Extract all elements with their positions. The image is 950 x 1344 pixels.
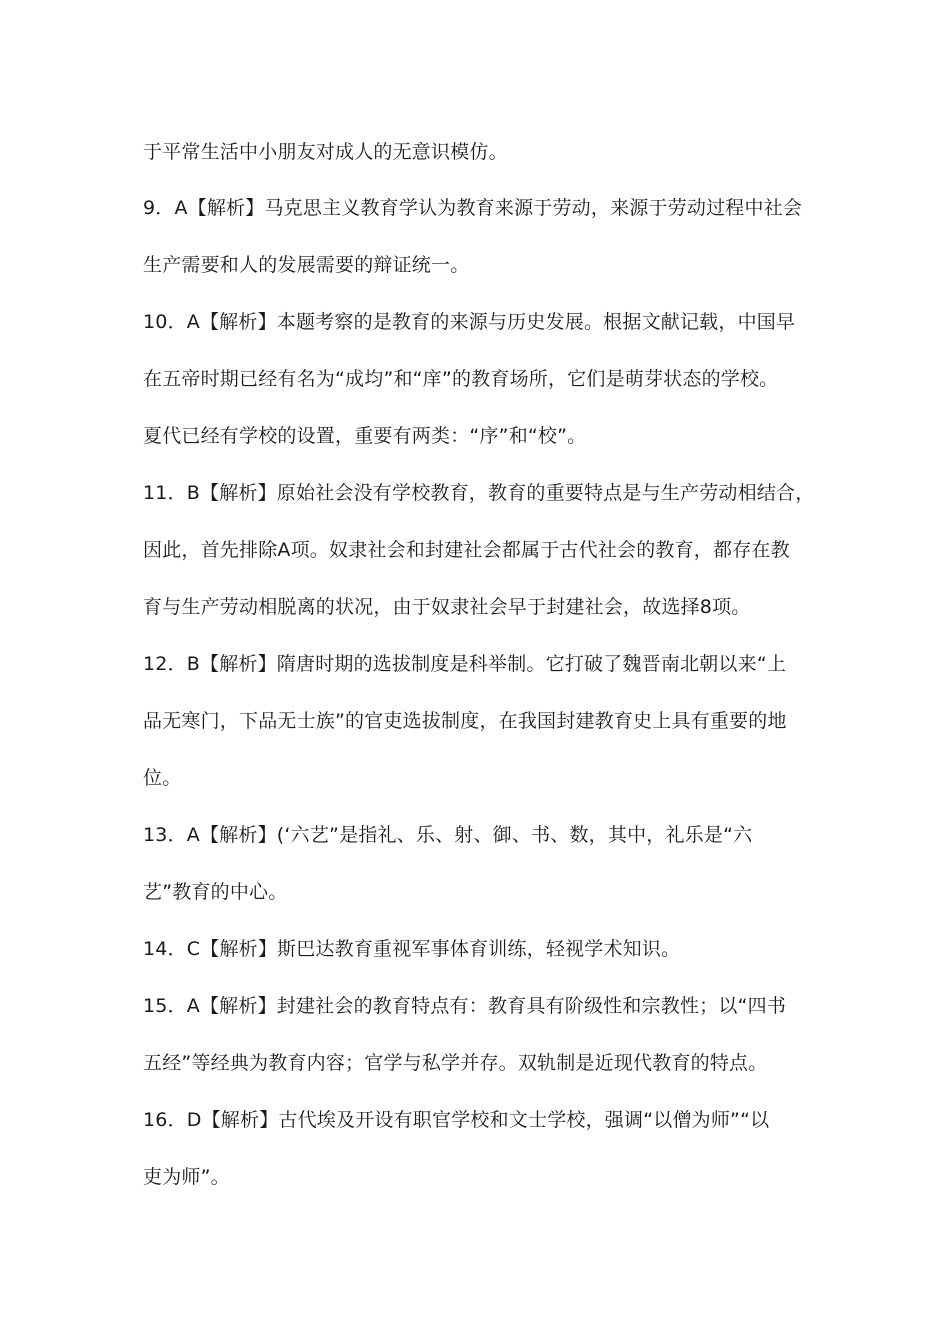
answer-10-line-3: 夏代已经有学校的设置，重要有两类：“序”和“校”。 [143, 425, 587, 447]
answer-16-line-1: 16．D【解析】古代埃及开设有职官学校和文士学校，强调“以僧为师”“以 [143, 1109, 770, 1131]
answer-12-line-1: 12．B【解析】隋唐时期的选拔制度是科举制。它打破了魏晋南北朝以来“上 [143, 653, 787, 675]
answer-11-line-3: 育与生产劳动相脱离的状况，由于奴隶社会早于封建社会，故选择8项。 [143, 596, 751, 618]
answer-11-line-2: 因此，首先排除A项。奴隶社会和封建社会都属于古代社会的教育，都存在教 [143, 539, 790, 561]
answer-15-line-2: 五经”等经典为教育内容；官学与私学并存。双轨制是近现代教育的特点。 [143, 1052, 768, 1074]
answer-14-line-1: 14．C【解析】斯巴达教育重视军事体育训练，轻视学术知识。 [143, 938, 681, 960]
answer-9-line-2: 生产需要和人的发展需要的辩证统一。 [143, 254, 470, 276]
answer-10-line-1: 10．A【解析】本题考察的是教育的来源与历史发展。根据文献记载，中国早 [143, 311, 796, 333]
answer-13-line-1: 13．A【解析】(‘六艺”是指礼、乐、射、御、书、数，其中，礼乐是“六 [143, 824, 753, 846]
answer-12-line-3: 位。 [143, 767, 182, 789]
text-line: 于平常生活中小朋友对成人的无意识模仿。 [143, 141, 508, 163]
answer-12-line-2: 品无寒门，下品无士族”的官吏选拔制度，在我国封建教育史上具有重要的地 [143, 710, 787, 732]
answer-13-line-2: 艺”教育的中心。 [143, 881, 288, 903]
answer-9-line-1: 9．A【解析】马克思主义教育学认为教育来源于劳动，来源于劳动过程中社会 [143, 197, 803, 219]
answer-16-line-2: 吏为师”。 [143, 1166, 230, 1188]
answer-10-line-2: 在五帝时期已经有名为“成均”和“庠”的教育场所，它们是萌芽状态的学校。 [143, 368, 779, 390]
answer-15-line-1: 15．A【解析】封建社会的教育特点有：教育具有阶级性和宗教性；以“四书 [143, 995, 787, 1017]
answer-11-line-1: 11．B【解析】原始社会没有学校教育，教育的重要特点是与生产劳动相结合， [143, 482, 815, 504]
